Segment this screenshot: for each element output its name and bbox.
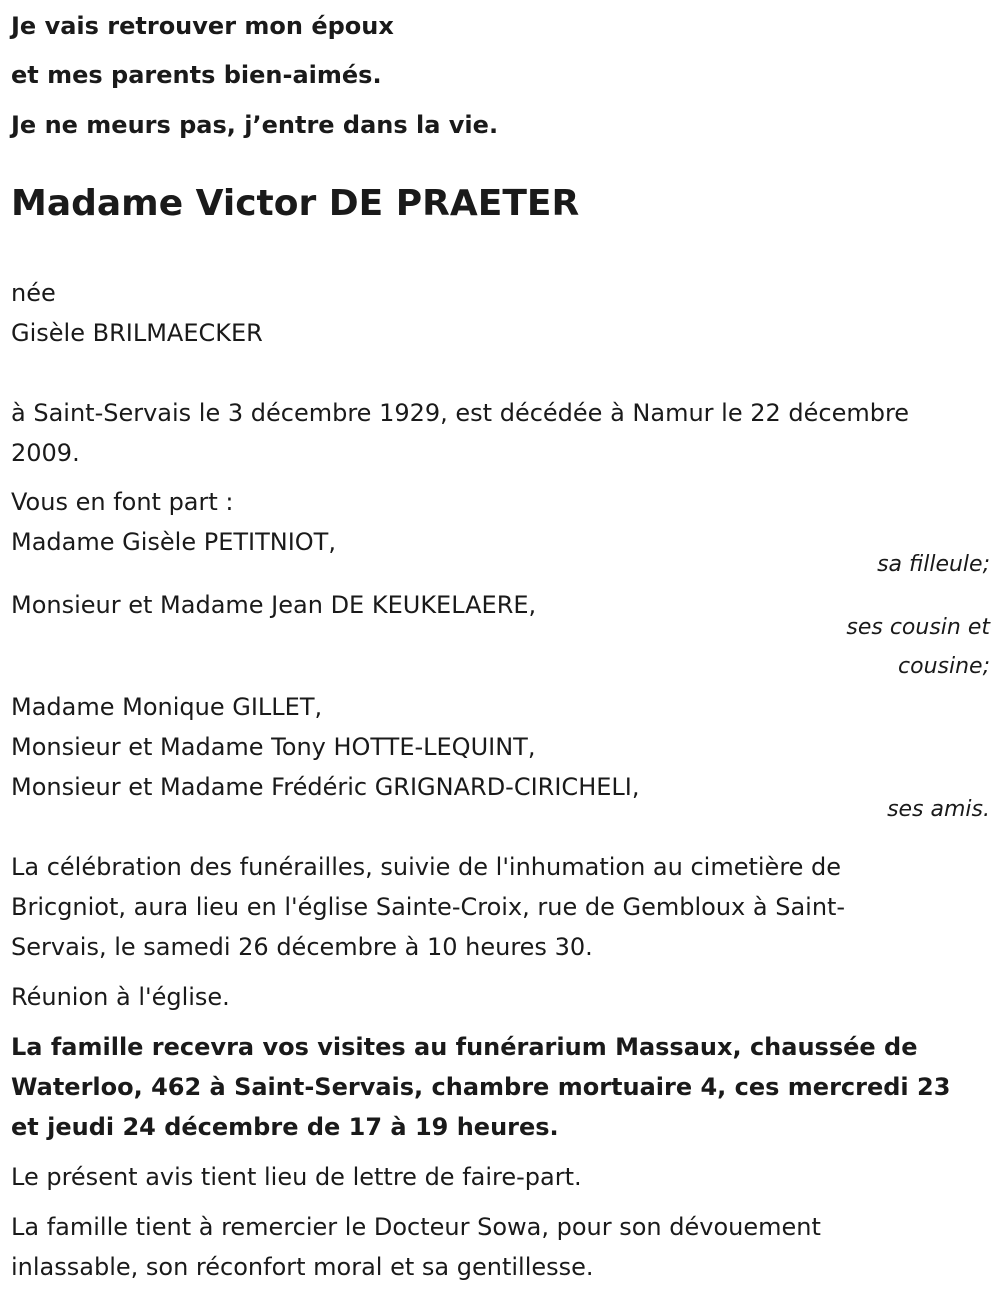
mourner-name: Madame Monique GILLET,	[11, 693, 323, 721]
paragraph-line: à Saint-Servais le 3 décembre 1929, est décédée à Namur le 22 décembre	[11, 399, 910, 427]
deceased-name: Madame Victor DE PRAETER	[11, 183, 580, 224]
poem-line: Je ne meurs pas, j’entre dans la vie.	[11, 111, 499, 139]
nee-label: née	[11, 279, 56, 307]
paragraph-line: Waterloo, 462 à Saint-Servais, chambre mortuaire 4, ces mercredi 23	[11, 1073, 951, 1101]
paragraph-line: La célébration des funérailles, suivie de l'inhumation au cimetière de	[11, 853, 842, 881]
mourner-name: Monsieur et Madame Frédéric GRIGNARD-CIRICHELI,	[11, 773, 640, 801]
notice-line: Le présent avis tient lieu de lettre de faire-part.	[11, 1163, 582, 1191]
paragraph-line: Servais, le samedi 26 décembre à 10 heures 30.	[11, 933, 593, 961]
announcement-intro: Vous en font part :	[11, 488, 234, 516]
mourner-role: sa filleule;	[877, 552, 990, 577]
paragraph-line: et jeudi 24 décembre de 17 à 19 heures.	[11, 1113, 559, 1141]
mourner-role: cousine;	[898, 654, 990, 679]
paragraph-line: inlassable, son réconfort moral et sa gentillesse.	[11, 1253, 594, 1281]
poem-line: Je vais retrouver mon époux	[11, 12, 394, 40]
mourner-name: Madame Gisèle PETITNIOT,	[11, 528, 336, 556]
paragraph-line: La famille tient à remercier le Docteur Sowa, pour son dévouement	[11, 1213, 821, 1241]
maiden-name: Gisèle BRILMAECKER	[11, 319, 263, 347]
mourner-name: Monsieur et Madame Jean DE KEUKELAERE,	[11, 591, 537, 619]
meeting-note: Réunion à l'église.	[11, 983, 230, 1011]
mourner-role: ses cousin et	[846, 615, 990, 640]
paragraph-line: La famille recevra vos visites au funérarium Massaux, chaussée de	[11, 1033, 918, 1061]
mourner-name: Monsieur et Madame Tony HOTTE-LEQUINT,	[11, 733, 536, 761]
mourner-role: ses amis.	[887, 797, 990, 822]
paragraph-line: Bricgniot, aura lieu en l'église Sainte-Croix, rue de Gembloux à Saint-	[11, 893, 846, 921]
poem-line: et mes parents bien-aimés.	[11, 61, 382, 89]
paragraph-line: 2009.	[11, 439, 80, 467]
